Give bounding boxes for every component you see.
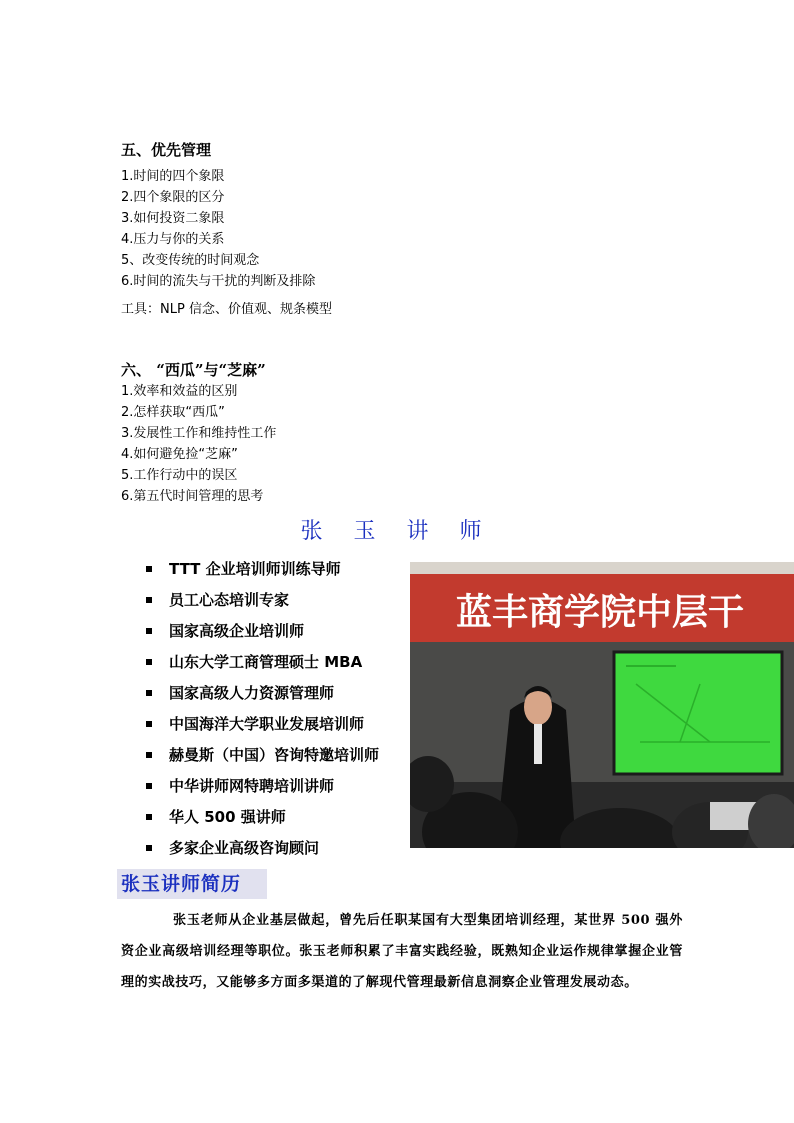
bullet-icon xyxy=(146,628,152,634)
bullet-icon xyxy=(146,814,152,820)
credential-item: TTT 企业培训师训练导师 xyxy=(145,553,379,584)
bullet-icon xyxy=(146,659,152,665)
banner-text: 蓝丰商学院中层干 xyxy=(456,592,745,633)
credential-item: 华人 500 强讲师 xyxy=(145,802,379,833)
bullet-icon xyxy=(146,845,152,851)
bullet-icon xyxy=(146,783,152,789)
trainer-photo xyxy=(410,562,794,848)
list-item: 6.第五代时间管理的思考 xyxy=(121,489,264,504)
list-item: 3.如何投资二象限 xyxy=(121,211,225,226)
list-item: 5、改变传统的时间观念 xyxy=(121,253,260,268)
credential-item: 国家高级企业培训师 xyxy=(145,615,379,646)
credential-item: 国家高级人力资源管理师 xyxy=(145,677,379,708)
section-5-heading: 五、优先管理 xyxy=(121,141,212,159)
list-item: 6.时间的流失与干扰的判断及排除 xyxy=(121,274,316,289)
bullet-icon xyxy=(146,566,152,572)
list-item: 2.怎样获取“西瓜” xyxy=(121,405,225,420)
tools-line: 工具：NLP 信念、价值观、规条模型 xyxy=(121,302,332,317)
list-item: 2.四个象限的区分 xyxy=(121,190,225,205)
bullet-icon xyxy=(146,597,152,603)
section-6-heading: 六、 “西瓜”与“芝麻” xyxy=(121,361,266,379)
bullet-icon xyxy=(146,690,152,696)
credential-item: 山东大学工商管理硕士 MBA xyxy=(145,646,379,677)
section-6-list xyxy=(121,381,276,507)
list-item: 1.效率和效益的区别 xyxy=(121,384,238,399)
credential-item: 中华讲师网特聘培训讲师 xyxy=(145,771,379,802)
credential-item: 多家企业高级咨询顾问 xyxy=(145,833,379,864)
bullet-icon xyxy=(146,721,152,727)
bullet-icon xyxy=(146,752,152,758)
list-item: 4.如何避免捡“芝麻” xyxy=(121,447,238,462)
list-item: 4.压力与你的关系 xyxy=(121,232,225,247)
list-item: 3.发展性工作和维持性工作 xyxy=(121,426,277,441)
bio-text: 张玉老师从企业基层做起，曾先后任职某国有大型集团培训经理，某世界 500 强外资企业高级培训经理等职位。张玉老师积累了丰富实践经验，既熟知企业运作规律掌握企业管理的实战技巧，又能够多方面多渠道的了解现代管理最新信息洞察企业管理发展动态。 xyxy=(121,913,683,990)
bio-heading: 张玉讲师简历 xyxy=(117,869,267,899)
credentials-list xyxy=(145,553,379,864)
list-item: 5.工作行动中的误区 xyxy=(121,468,238,483)
trainer-name-title: 张 玉 讲 师 xyxy=(300,519,494,544)
credential-item: 赫曼斯（中国）咨询特邀培训师 xyxy=(145,740,379,771)
list-item: 1.时间的四个象限 xyxy=(121,169,225,184)
credential-item: 员工心态培训专家 xyxy=(145,584,379,615)
section-5-list xyxy=(121,166,315,292)
credential-item: 中国海洋大学职业发展培训师 xyxy=(145,708,379,739)
